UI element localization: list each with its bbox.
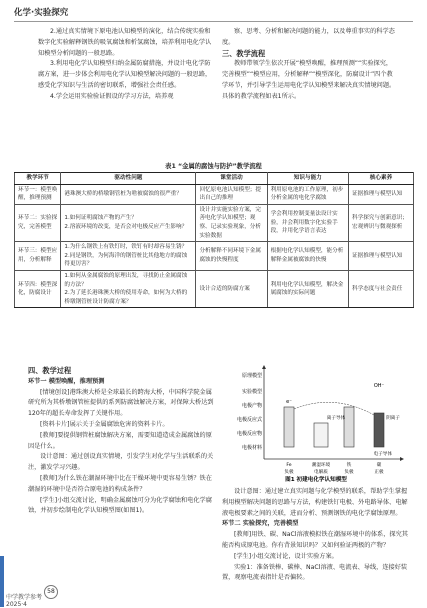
paragraph: [教师]为什么铁在潮湿环境中比在干燥环境中更容易生锈？铁在潮湿的环境中是否符合原电池的构成条件？ bbox=[28, 474, 212, 493]
header-rule bbox=[14, 21, 413, 22]
table-cell: 设计合适的防腐方案 bbox=[196, 270, 267, 307]
right-column-bottom bbox=[222, 487, 408, 584]
table-header: 知识与能力 bbox=[267, 173, 348, 185]
table-cell: 分析解释不同环境下金属腐蚀的快慢程度 bbox=[196, 242, 267, 271]
arrow-label: 离子导体 bbox=[326, 416, 346, 421]
fe-electrode bbox=[284, 407, 294, 447]
table-cell: 1.如何从金属腐蚀的原理出发，寻找防止金属腐蚀的方法？ 2.为了延长港珠澳大桥的使用寿命，如何为大桥的桥墩钢管桩设计防腐方案？ bbox=[61, 270, 196, 307]
table-header: 教学环节 bbox=[15, 173, 61, 185]
paragraph: [教师]用铁、碳、NaCl溶液模拟铁在潮湿环境中的体系，探究其能否构成原电池。你有背景知识吗？又如何验证两极的产物？ bbox=[222, 531, 408, 549]
table-cell: 科学态度与社会责任 bbox=[349, 270, 414, 307]
paragraph: 设计意图：通过创设真实情境，引发学生对化学与生活联系的关注，激发学习兴趣。 bbox=[28, 453, 214, 472]
paragraph: [资料卡片]展示关于金属腐蚀危害的资料卡片。 bbox=[40, 420, 169, 428]
y-label: 实验模型 bbox=[241, 389, 262, 395]
electrolyte-box bbox=[314, 423, 328, 447]
footer-journal: 中学教学参考 bbox=[6, 594, 43, 601]
table-cell: 回忆原电池认知模型；提出自己的推理 bbox=[196, 184, 267, 204]
table-row bbox=[15, 270, 414, 307]
table-cell: 环节四：模型深化，防腐设计 bbox=[15, 270, 61, 307]
left-column-bottom bbox=[28, 366, 214, 517]
electron-label: e⁻ bbox=[286, 399, 292, 405]
bottom-label: 碳 bbox=[376, 463, 382, 468]
paragraph: 2.通过真实情境下原电池认知模型的演化，结合传统实验和数字化实验解释钢铁的吸氧腐蚀和析氢腐蚀，培养利用电化学认知模型分析问题的一般思路。 bbox=[38, 28, 212, 57]
table-row bbox=[15, 184, 414, 204]
right-column-top bbox=[222, 27, 398, 103]
table-header: 核心素养 bbox=[349, 173, 414, 185]
bottom-label: 负极 bbox=[284, 470, 294, 475]
paragraph: 设计意图：通过建立真实问题与化学模型的联系，帮助学生掌握利用模型解决问题的思路与方法，构建铁钉电极、外电路导体、电解液电极要素之间的关联，进而分析、预测钢铁的电化学腐蚀原理。 bbox=[222, 488, 408, 517]
table-cell: 设计并实施实验方案，完善电化学认知模型；观察、记录实验现象，分析实验数据 bbox=[196, 204, 267, 241]
y-label: 电极反应物 bbox=[236, 431, 262, 437]
electrochemical-model-figure bbox=[224, 363, 408, 483]
paragraph: [教师]要提供钢管桩腐蚀解决方案，需要知道造成金属腐蚀的原因是什么。 bbox=[28, 431, 212, 450]
y-label: 电极材料 bbox=[241, 445, 262, 451]
table-cell: 证据推理与模型认知 bbox=[349, 242, 414, 271]
y-label: 电极反应式 bbox=[236, 417, 262, 423]
table-cell: 学会利用控制变量法设计实验，并会利用数字化实验手段，并用化学语言表达 bbox=[267, 204, 348, 241]
electron-arrow bbox=[294, 402, 374, 415]
bottom-label: Fe bbox=[286, 463, 292, 468]
bottom-label: 铁 bbox=[346, 463, 352, 468]
section-heading: 四、教学过程 bbox=[28, 366, 72, 375]
y-label: 电极产物 bbox=[241, 403, 262, 409]
table-cell: 1.为什么钢铁上有铁钉时，铁钉有时却容易生锈？ 2.同是钢铁，为何海洋的钢管桩比其他地方的腐蚀得更厉害？ bbox=[61, 242, 196, 271]
subsection-heading: 环节二 实验探究，完善模型 bbox=[222, 520, 299, 528]
paragraph: 察、思考、分析和解决问题的能力，以及尊重事实的科学态度。 bbox=[222, 28, 395, 46]
paragraph: 4.学会运用实验验证假设的学习方法，培养观 bbox=[50, 92, 174, 100]
journal-header: 化学·实验探究 bbox=[14, 8, 69, 18]
bottom-label: 正极 bbox=[374, 470, 384, 475]
iron-electrode bbox=[344, 407, 354, 447]
table-cell: 1.如何证明腐蚀产物的产生？ 2.溶液环境的改变，是否会对电极反应产生影响？ bbox=[61, 204, 196, 241]
table-cell: 环节二：实验探究，完善模型 bbox=[15, 204, 61, 241]
figure-caption: 图1 初建电化学认知模型 bbox=[285, 477, 347, 483]
table-cell: 科学探究与创新意识；宏观辨识与微观探析 bbox=[349, 204, 414, 241]
y-label: 原理模型 bbox=[241, 373, 262, 379]
paragraph: [学生]小组交流讨论，明确金属腐蚀可分为化学腐蚀和电化学腐蚀，并初步绘制电化学认知模型图(如图1)。 bbox=[28, 496, 212, 515]
table-cell: 利用原电池的工作原理，初步分析金属的电化学腐蚀 bbox=[267, 184, 348, 204]
footer bbox=[6, 592, 42, 608]
paragraph: 实验1：准备铁棒、碳棒、NaCl溶液、电流表、导线，连接好装置，观察电流表指针是否偏转。 bbox=[222, 563, 408, 582]
table-header: 课堂活动 bbox=[196, 173, 267, 185]
paragraph: [情境创设]港珠澳大桥是全球最长的跨海大桥，中国科学院金属研究所为其桥墩钢管桩提供的系列防腐蚀解决方案，对保障大桥达到120年的超长寿命发挥了关键作用。 bbox=[28, 388, 214, 418]
table-cell: 根据电化学认知模型，能分析解释金属被腐蚀的快慢 bbox=[267, 242, 348, 271]
left-column-top bbox=[38, 27, 214, 103]
paragraph: [学生]小组交流讨论，设计实验方案。 bbox=[234, 552, 338, 560]
footer-issue: 2025·4 bbox=[6, 601, 27, 608]
paragraph: 3.利用电化学认知模型归纳金属防腐措施，并设计电化学防腐方案，进一步体会利用电化学认知模型解决问题的一般思路，感受化学知识与生活的密切联系，增强社会责任感。 bbox=[38, 60, 212, 89]
table-cell: 证据推理与模型认知 bbox=[349, 184, 414, 204]
page-number: 58 bbox=[44, 585, 58, 599]
bottom-label: 潮湿环境 bbox=[311, 463, 331, 468]
section-heading: 三、教学流程 bbox=[222, 48, 266, 58]
table-cell: 港珠澳大桥的桥墩钢管桩为啥被腐蚀的很严重？ bbox=[61, 184, 196, 204]
table-caption: 表1 “金属的腐蚀与防护”教学流程 bbox=[165, 163, 262, 170]
table-header: 驱动性问题 bbox=[61, 173, 196, 185]
x-axis-label: 电子导体 bbox=[373, 452, 392, 457]
legend-label: 阴离子 bbox=[386, 416, 400, 421]
table-cell: 利用电化学认知模型，解决金属腐蚀的实际问题 bbox=[267, 270, 348, 307]
table-row bbox=[15, 242, 414, 271]
table-cell: 环节一：模型唤醒，推理预测 bbox=[15, 184, 61, 204]
carbon-electrode bbox=[374, 413, 384, 447]
table-row bbox=[15, 204, 414, 241]
subsection-heading: 环节一 模型唤醒，推理预测 bbox=[28, 377, 105, 385]
teaching-flow-table bbox=[14, 172, 414, 308]
ion-label: OH⁻ bbox=[373, 383, 385, 389]
table-cell: 环节三：模型应用，分析解释 bbox=[15, 242, 61, 271]
side-accent bbox=[0, 556, 4, 607]
bottom-label: 电解质 bbox=[314, 470, 328, 475]
bottom-label: 负极 bbox=[344, 470, 354, 475]
paragraph: 教师带领学生依次开展“模型唤醒，推理预测”“实验探究，完善模型”“模型应用，分析解释”“模型深化，防腐设计”四个教学环节，并引导学生运用电化学认知模型来解决真实情境问题。具体的教学流程如表1所示。 bbox=[222, 60, 396, 100]
